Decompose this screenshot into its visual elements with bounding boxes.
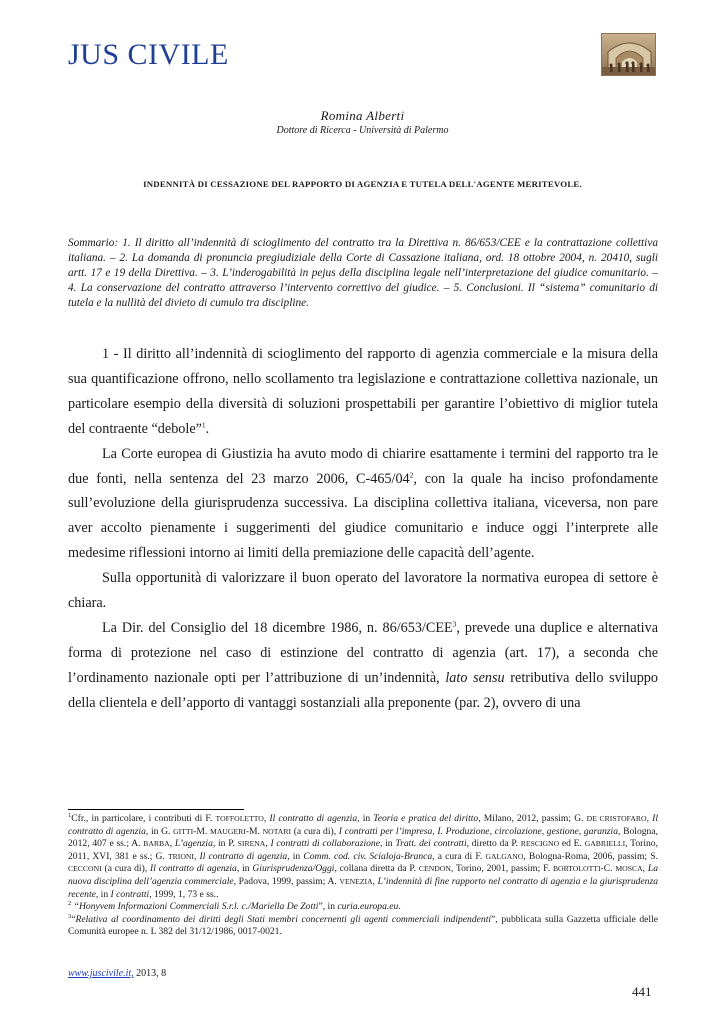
author-affiliation: Dottore di Ricerca - Università di Palermo <box>276 125 449 136</box>
paragraph-3: Sulla opportunità di valorizzare il buon operato del lavoratore la normativa europea di settore è chiara. <box>68 570 658 612</box>
footnote-3: $^3$“Relativa al coordinamento dei diritti degli Stati membri concernenti gli agenti commerciali indipendenti”, pubblicata sulla Gazzetta ufficiale delle Comunità europee n. L 382 del 31/12/1986, 0017-0021. <box>68 912 658 938</box>
paragraph-4: La Dir. del Consiglio del 18 dicembre 1986, n. 86/653/CEE$^3$, prevede una duplice e alternativa forma di protezione nel caso di estinzione del contratto di agenzia (art. 17), a seconda che l’ordinamento nazionale opti per l’attribuzione di un’indennità, lato sensu retributiva dello sviluppo della clientela e dell’apporto di vantaggi sostanziali alla preponente (par. 2), ovvero di una <box>68 619 658 711</box>
journal-title: JUS CIVILE <box>68 38 229 71</box>
footnotes <box>68 813 658 939</box>
paragraph-1: 1 - Il diritto all’indennità di scioglimento del rapporto di agenzia commerciale e la misura della sua quantificazione offrono, nello scollamento tra legislazione e contrattazione collettiva nazionale, un particolare esempio della diversità di soluzioni prospettabili per garantire l’obiettivo di miglior tutela del contraente “debole”$^1$. <box>68 346 658 437</box>
article-title: INDENNITÀ DI CESSAZIONE DEL RAPPORTO DI AGENZIA E TUTELA DELL'AGENTE MERITEVOLE. <box>143 179 582 189</box>
footer-year-issue: 2013, 8 <box>133 968 167 979</box>
footnote-separator <box>68 809 244 810</box>
author-name: Romina Alberti <box>320 108 405 123</box>
summary: Sommario: 1. Il diritto all’indennità di scioglimento del contratto tra la Direttiva n. 86/653/CEE e la contrattazione collettiva italiana. – 2. La domanda di pronuncia pregiudiziale della Corte di Cassazione italiana, ord. 18 ottobre 2004, n. 20410, sugli artt. 17 e 19 della Direttiva. – 3. L’inderogabilità in pejus della disciplina legale nell’interpretazione del giudice comunitario. – 4. La conservazione del contratto attraverso l’intervento correttivo del giudice. – 5. Conclusioni. Il “sistema” comunitario di tutela e la nullità del divieto di cumulo tra discipline. <box>68 237 658 310</box>
footnote-ref[interactable]: 2 <box>409 469 414 479</box>
footnote-2: $^2$ “Honyvem Informazioni Commerciali S.r.l. c./Mariella De Zotti”, in curia.europa.eu. <box>68 899 401 913</box>
classical-fresco-logo <box>601 33 656 76</box>
footnote-ref[interactable]: 3 <box>452 619 457 629</box>
footnote-ref[interactable]: 1 <box>201 419 206 429</box>
page-number: 441 <box>632 984 652 999</box>
paragraph-2: La Corte europea di Giustizia ha avuto modo di chiarire esattamente i termini del rapporto tra le due fonti, nella sentenza del 23 marzo 2006, $C-465/04^2$, con la quale ha inciso profondamente sull’evoluzione della giurisprudenza successiva. La disciplina collettiva italiana, viceversa, non pare aver accolto pienamente i suggerimenti del giudice comunitario e induce oggi l’interprete alle medesime riflessioni intorno ai limiti della premiazione delle capacità dell’agente. <box>68 445 658 562</box>
journal-website-link[interactable]: www.juscivile.it, <box>68 968 134 979</box>
footer-citation <box>68 968 166 979</box>
article-body <box>68 342 658 716</box>
footnote-1: $^1$Cfr., in particolare, i contributi di F. TOFFOLETTO, Il contratto di agenzia, in Teoria e pratica del diritto, Milano, 2012, passim; G. DE CRISTOFARO, Il contratto di agenzia, in G. GITTI-M. MAUGERI-M. NOTARI (a cura di), I contratti per l’impresa, I. Produzione, circolazione, gestione, garanzia, Bologna, 2012, 407 e ss.; A. BARBA, L’agenzia, in P. SIRENA, I contratti di collaborazione, in Tratt. dei contratti, diretto da P. RESCIGNO ed E. GABRIELLI, Torino, 2011, XVI, 381 e ss.; G. TRIONI, Il contratto di agenzia, in Comm. cod. civ. Scialoja-Branca, a cura di F. GALGANO, Bologna-Roma, 2006, passim; S. CECCONI (a cura di), Il contratto di agenzia, in Giurisprudenza/Oggi, collana diretta da P. CENDON, Torino, 2001, passim; F. BORTOLOTTI-C. MOSCA, La nuova disciplina dell’agenzia commerciale, Padova, 1999, passim; A. VENEZIA, L’indennità di fine rapporto nel contratto di agenzia e la giurisprudenza recente, in I contratti, 1999, 1, 73 e ss.. <box>68 811 659 900</box>
